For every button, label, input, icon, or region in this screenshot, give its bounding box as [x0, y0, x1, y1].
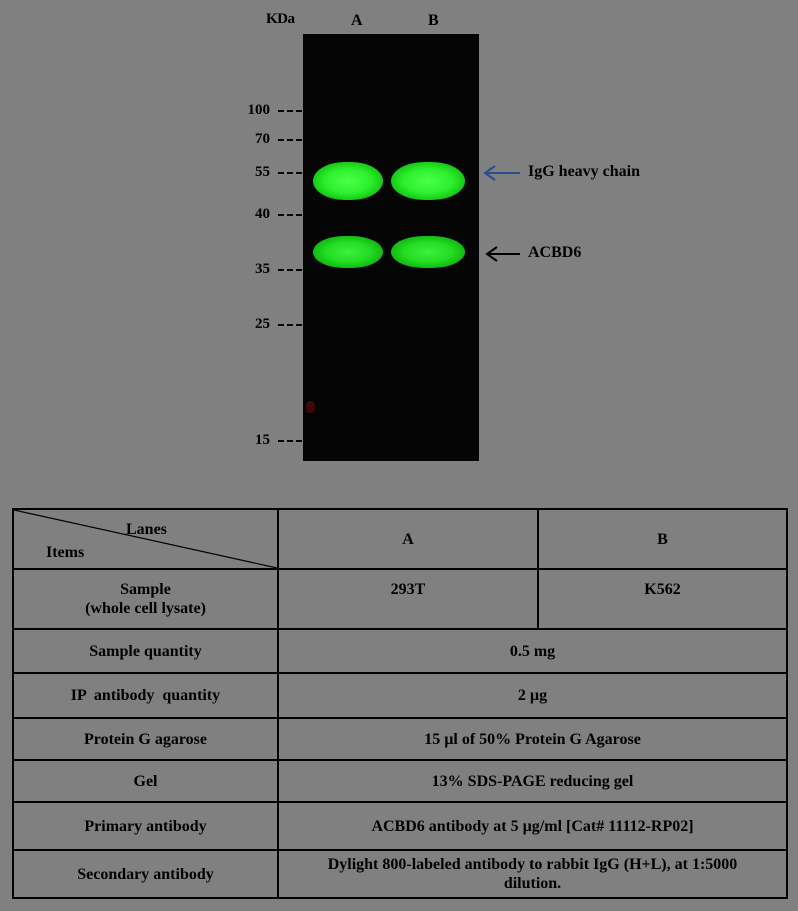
table-row [13, 802, 787, 850]
header-items-label: Items [46, 544, 85, 561]
secondary-antibody-value [278, 850, 787, 898]
sample-lane-b: K562 [538, 569, 787, 629]
ip-antibody-quantity-value: 2 µg [278, 673, 787, 718]
lane-label-b: B [428, 12, 439, 29]
acbd6-arrow-icon [484, 245, 522, 263]
table-row [13, 850, 787, 898]
marker-tick [278, 324, 302, 326]
marker-label: 35 [255, 261, 270, 277]
marker-100 [220, 102, 304, 118]
marker-label: 100 [247, 102, 270, 118]
band-igg-lane-a [313, 162, 383, 200]
marker-label: 15 [255, 432, 270, 448]
marker-tick [278, 440, 302, 442]
table-row [13, 629, 787, 673]
table-row [13, 569, 787, 629]
blot-artifact [306, 401, 315, 413]
row-label-ip-antibody-quantity: IP antibody quantity [13, 673, 278, 718]
western-blot-image [303, 34, 479, 461]
row-label-protein-g-agarose: Protein G agarose [13, 718, 278, 760]
marker-tick [278, 110, 302, 112]
sample-lane-a: 293T [278, 569, 538, 629]
marker-tick [278, 269, 302, 271]
secondary-antibody-line2: dilution. [503, 875, 562, 892]
kda-unit-label: KDa [266, 11, 295, 27]
marker-40 [220, 206, 304, 222]
lane-label-a: A [351, 12, 363, 29]
marker-label: 70 [255, 131, 270, 147]
row-label-sample [13, 569, 278, 629]
secondary-antibody-line1: Dylight 800-labeled antibody to rabbit IgG (H+L), at 1:5000 [327, 856, 738, 873]
igg-arrow-icon [482, 164, 522, 182]
band-acbd6-lane-a [313, 236, 383, 268]
marker-label: 25 [255, 316, 270, 332]
row-label-gel: Gel [13, 760, 278, 802]
table-header-row [13, 509, 787, 569]
marker-label: 40 [255, 206, 270, 222]
row-label-line1: Sample [120, 581, 171, 598]
acbd6-label: ACBD6 [528, 244, 582, 261]
row-label-line2: (whole cell lysate) [85, 600, 206, 617]
header-lanes-label: Lanes [126, 521, 167, 538]
marker-25 [220, 316, 304, 332]
primary-antibody-value: ACBD6 antibody at 5 µg/ml [Cat# 11112-RP02] [278, 802, 787, 850]
igg-heavy-chain-label: IgG heavy chain [528, 163, 641, 180]
row-label-primary-antibody: Primary antibody [13, 802, 278, 850]
marker-70 [220, 131, 304, 147]
marker-35 [220, 261, 304, 277]
sample-quantity-value: 0.5 mg [278, 629, 787, 673]
band-igg-lane-b [391, 162, 465, 200]
gel-value: 13% SDS-PAGE reducing gel [278, 760, 787, 802]
row-label-sample-quantity: Sample quantity [13, 629, 278, 673]
table-row [13, 760, 787, 802]
conditions-table [12, 508, 788, 899]
header-corner-cell [13, 509, 278, 569]
marker-tick [278, 139, 302, 141]
marker-55 [220, 164, 304, 180]
band-acbd6-lane-b [391, 236, 465, 268]
marker-15 [220, 432, 304, 448]
protein-g-agarose-value: 15 µl of 50% Protein G Agarose [278, 718, 787, 760]
header-col-b: B [538, 509, 787, 569]
row-label-secondary-antibody: Secondary antibody [13, 850, 278, 898]
table-row [13, 673, 787, 718]
header-col-a: A [278, 509, 538, 569]
marker-tick [278, 172, 302, 174]
marker-tick [278, 214, 302, 216]
marker-label: 55 [255, 164, 270, 180]
table-row [13, 718, 787, 760]
